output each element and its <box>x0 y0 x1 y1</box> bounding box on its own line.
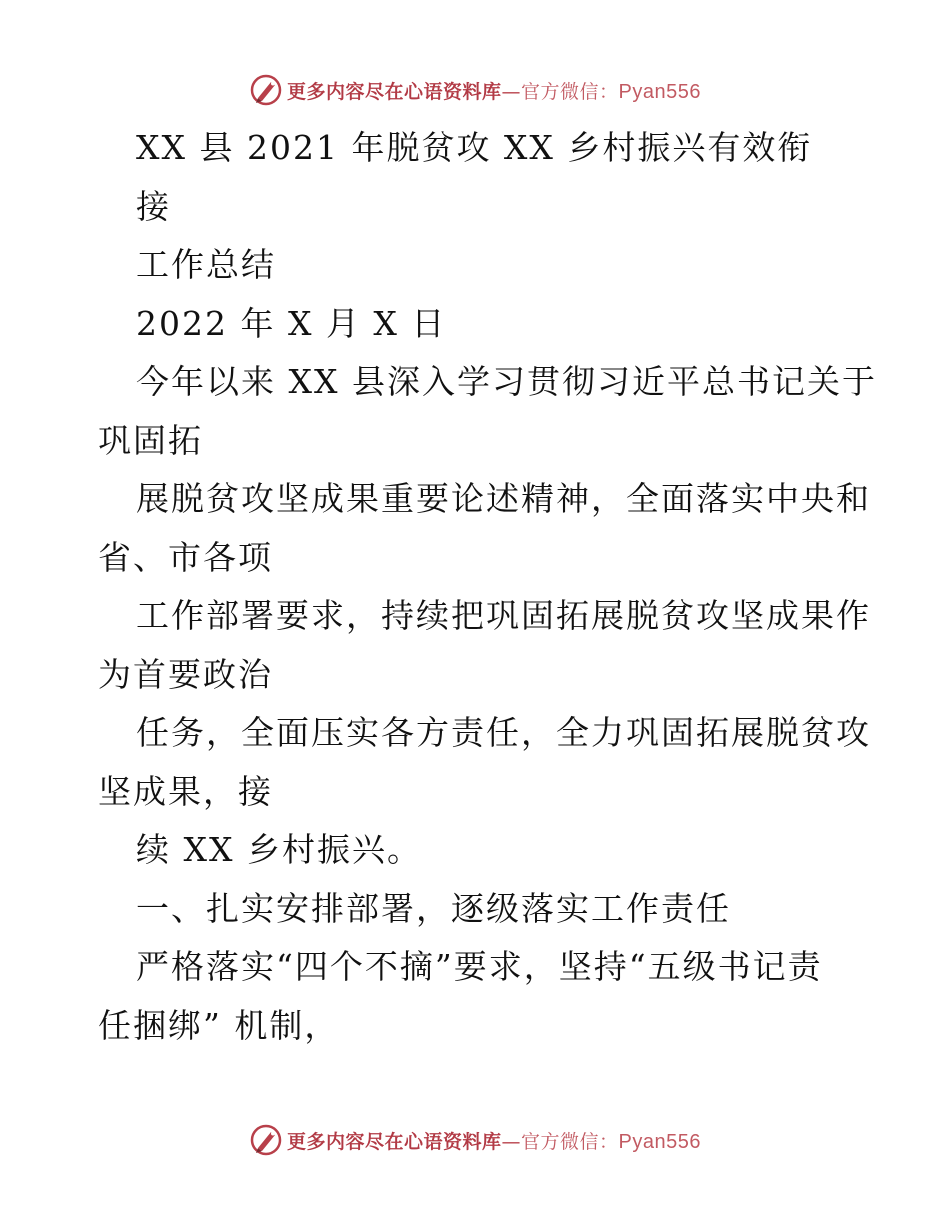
watermark-wechat-label: 官方微信： <box>521 1130 619 1153</box>
text-line: 工作部署要求，持续把巩固拓展脱贫攻坚成果作 <box>136 596 871 635</box>
text-line: 2022 年 X 月 X 日 <box>136 303 447 343</box>
text-line: 续 XX 乡村振兴。 <box>136 830 422 869</box>
watermark-separator: — <box>501 80 522 103</box>
text-line: 今年以来 XX 县深入学习贯彻习近平总书记关于 <box>136 362 877 401</box>
text-line: XX 县 2021 年脱贫攻 XX 乡村振兴有效衔 <box>136 128 813 167</box>
watermark-wechat-label: 官方微信： <box>521 80 619 103</box>
watermark-banner-top <box>0 70 950 110</box>
watermark-wechat-id: Pyan556 <box>618 1130 701 1153</box>
text-line: 一、扎实安排部署，逐级落实工作责任 <box>136 888 731 928</box>
text-line: 巩固拓 <box>98 420 203 460</box>
text-line: 接 <box>136 186 171 226</box>
text-line: 为首要政治 <box>98 654 273 694</box>
text-line: 严格落实“四个不摘”要求，坚持“五级书记责 <box>136 947 823 986</box>
text-line: 任捆绑” 机制， <box>98 1005 340 1045</box>
text-line: 展脱贫攻坚成果重要论述精神，全面落实中央和 <box>136 479 871 518</box>
text-line: 任务，全面压实各方责任，全力巩固拓展脱贫攻 <box>136 713 871 752</box>
document-body <box>98 124 877 1060</box>
watermark-wechat-id: Pyan556 <box>618 80 701 103</box>
watermark-banner-bottom <box>0 1120 950 1160</box>
text-line: 坚成果，接 <box>98 771 273 811</box>
watermark-separator: — <box>501 1130 522 1153</box>
pen-logo-icon <box>249 1123 283 1157</box>
text-line: 工作总结 <box>136 245 276 284</box>
watermark-brand-text: 更多内容尽在心语资料库 <box>287 1130 502 1153</box>
pen-logo-icon <box>249 73 283 107</box>
text-line: 省、市各项 <box>98 537 273 577</box>
watermark-brand-text: 更多内容尽在心语资料库 <box>287 80 502 103</box>
